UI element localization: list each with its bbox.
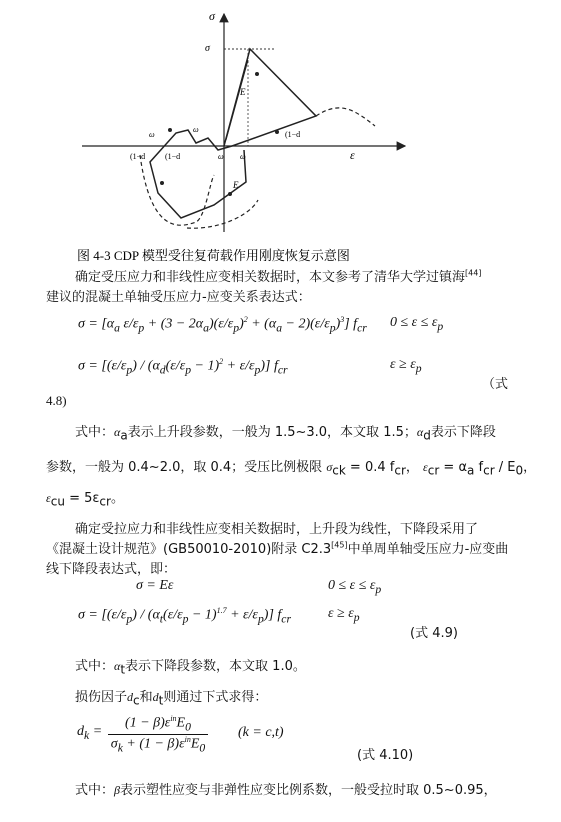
E0-upper-label: E [240,87,246,97]
eq48-row1-condition: $0 \le \varepsilon \le \varepsilon_p$ [390,315,444,333]
eq48-row2: $\sigma = [(\varepsilon/\varepsilon_p) / (\alpha_d(\varepsilon/\varepsilon_p - 1)^2 + \varepsilon/\varepsilon_p)]$ $f_{cr}$ [78,357,288,377]
eq49-row2-condition: $\varepsilon \ge \varepsilon_p$ [328,606,360,624]
para2-line1: 式中：$\alpha_a$表示上升段参数，一般为 1.5~3.0，本文取 1.5；$\alpha_d$表示下降段 [75,425,496,443]
ref-44[interactable]: [44] [465,268,482,278]
wt0-label: ω [193,125,199,134]
para3-line1: 确定受拉应力和非线性应变相关数据时，上升段为线性，下降段采用了 [75,522,479,537]
eq48-row1: $\sigma = [\alpha_a$ $\varepsilon/\varepsilon_p + (3 - 2\alpha_a)(\varepsilon/\varepsilon_p)^2 + (\alpha_a - 2)(\varepsilon/\varepsilon_p)^3$] $f_{cr}$ [78,315,367,335]
path-marker [168,128,172,132]
eq49-row1: σ = Eε [136,578,174,593]
eq410-condition: (k = c,t) [238,725,284,740]
compression-dashed-2 [187,200,258,228]
compression-loop [150,130,246,218]
eq48-tag: （式 [482,377,509,392]
eq48-tag-cont: 4.8) [46,393,67,408]
para5-line1: 式中：β表示塑性应变与非弹性应变比例系数，一般受拉时取 0.5~0.95， [75,783,497,798]
ref-45[interactable]: [45] [331,540,348,550]
eq49-tag: (式 4.9) [410,626,458,641]
softening-dashed [316,108,375,126]
para1-line1: 确定受压应力和非线性应变相关数据时，本文参考了清华大学过镇海[44] [75,268,482,285]
wc0-label: ω [218,152,224,161]
sigma-peak-label: σ [205,43,210,54]
E0-lower-label: E [233,180,239,190]
para4-line1: 式中：$\alpha_t$表示下降段参数，本文取 1.0。 [75,659,306,677]
para3-line2: 《混凝土设计规范》(GB50010-2010)附录 C2.3[45]中单周单轴受压应力-应变曲 [46,540,509,557]
path-marker [160,181,164,185]
para4-line2: 损伤因子$d_c$和$d_t$则通过下式求得： [75,690,268,708]
eq410-tag: (式 4.10) [357,748,414,763]
mid-label: (1−d [165,152,181,161]
path-marker [228,192,232,196]
para2-line2: 参数，一般为 0.4~2.0，取 0.4；受压比例极限 $\sigma_{ck} = 0.4$ $f_{cr}$， $\varepsilon_{cr} = \alpha_a$ $f_{cr} / E_0$， [46,460,537,478]
E0-upper-slope [226,60,248,140]
para2-line3: $\varepsilon_{cu} = 5\varepsilon_{cr}$。 [46,491,124,509]
eq410-lhs: $d_k$ = [77,724,103,742]
figure-caption: 图 4-3 CDP 模型受往复荷载作用刚度恢复示意图 [77,248,350,263]
path-marker [275,130,279,134]
path-marker [255,72,259,76]
axis-epsilon-label: ε [350,148,355,162]
eq410-fraction: $(1 - \beta)\varepsilon^{in}E_0$ $\sigma_k + (1 - \beta)\varepsilon^{in}E_0$ [108,714,208,755]
cdp-stiffness-recovery-diagram [0,0,561,263]
wt1-label: ω [240,152,246,161]
eq48-row2-condition: $\varepsilon \ge \varepsilon_p$ [390,357,422,375]
combo-label: (1−d [130,152,146,161]
para1-line2: 建议的混凝土单轴受压应力-应变关系表达式： [46,290,311,305]
wc1-label: ω [149,130,155,139]
eq49-row1-condition: $0 \le \varepsilon \le \varepsilon_p$ [328,578,382,596]
dt-E0-label: (1−d [285,130,301,139]
eq49-row2: $\sigma = [(\varepsilon/\varepsilon_p) / (\alpha_t(\varepsilon/\varepsilon_p - 1)^{1.7} + \varepsilon/\varepsilon_p)]$ $f_{cr}$ [78,606,291,626]
para3-line3: 线下降段表达式，即： [46,562,177,577]
axis-sigma-label: σ [209,9,215,23]
